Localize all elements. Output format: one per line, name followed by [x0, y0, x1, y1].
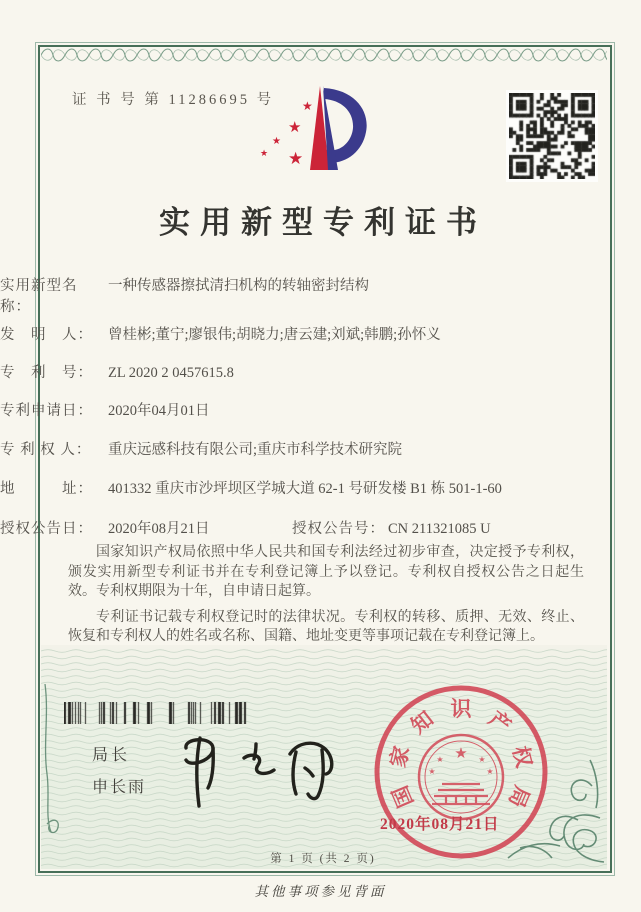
cnipa-logo-icon [258, 74, 380, 186]
field-value: 2020年04月01日 [108, 403, 210, 419]
field-value: 曾桂彬;董宁;廖银伟;胡晓力;唐云建;刘斌;韩鹏;孙怀义 [108, 327, 441, 343]
svg-text:★: ★ [288, 149, 304, 169]
field-label: 专 利 权 人： [0, 442, 92, 458]
field-row-patent-number [0, 363, 514, 384]
field-row-name [0, 276, 514, 318]
svg-text:识: 识 [450, 697, 472, 721]
legal-paragraph-1: 国家知识产权局依照中华人民共和国专利法经过初步审查，决定授予专利权，颁发实用新型专利证书并在专利登记簿上予以登记。专利权自授权公告之日起生效。专利权期限为十年，自申请日起算。 [68, 545, 584, 599]
svg-text:★: ★ [272, 136, 281, 147]
svg-text:知: 知 [406, 706, 438, 739]
svg-text:局: 局 [503, 782, 535, 811]
field-value: 重庆远感科技有限公司;重庆市科学技术研究院 [108, 442, 403, 458]
field-value: 2020年08月21日 [108, 521, 210, 537]
field-label: 授权公告日： [0, 521, 93, 537]
field-row-grant [0, 519, 514, 540]
field-label: 实用新型名称： [0, 278, 78, 315]
field-label: 地 址： [0, 481, 93, 497]
legal-paragraph-2: 专利证书记载专利权登记时的法律状况。专利权的转移、质押、无效、终止、恢复和专利权人的姓名或名称、国籍、地址变更等事项记载在专利登记簿上。 [68, 609, 584, 644]
page-indicator: 第 1 页 (共 2 页) [270, 853, 376, 865]
field-row-filing-date [0, 401, 514, 422]
field-label: 发 明 人： [0, 327, 93, 343]
signature-handwriting [172, 724, 342, 812]
signer-title: 局长 [92, 747, 131, 764]
svg-text:★: ★ [454, 744, 468, 762]
svg-text:产: 产 [484, 706, 516, 739]
svg-text:★: ★ [428, 767, 436, 776]
field-label: 专利申请日： [0, 403, 93, 419]
barcode-icon [64, 702, 248, 724]
certificate-title: 实用新型专利证书 [159, 205, 487, 240]
back-note: 其他事项参见背面 [254, 884, 387, 899]
svg-text:★: ★ [260, 149, 269, 159]
field-value: 一种传感器擦拭清扫机构的转轴密封结构 [108, 278, 369, 294]
signer-name: 申长雨 [92, 779, 147, 796]
svg-text:国: 国 [387, 782, 419, 811]
field-label: 授权公告号： [292, 521, 385, 537]
svg-text:★: ★ [486, 767, 494, 776]
qr-code-icon [506, 90, 598, 182]
legal-text [68, 543, 584, 653]
svg-text:家: 家 [385, 743, 415, 770]
field-row-inventors [0, 325, 514, 346]
field-value: 401332 重庆市沙坪坝区学城大道 62-1 号研发楼 B1 栋 501-1-60 [108, 481, 502, 497]
svg-text:★: ★ [478, 755, 486, 764]
certificate-number: 证 书 号 第 11286695 号 [72, 92, 275, 108]
field-label: 专 利 号： [0, 365, 93, 381]
seal-date: 2020年08月21日 [380, 816, 500, 833]
corner-flourish-icon [41, 684, 65, 834]
svg-text:★: ★ [436, 755, 444, 764]
field-row-patentee [0, 440, 514, 461]
svg-text:★: ★ [302, 99, 313, 113]
field-value: CN 211321085 U [388, 521, 491, 537]
corner-flourish-icon [504, 748, 608, 866]
field-value: ZL 2020 2 0457615.8 [108, 365, 234, 381]
field-row-address [0, 479, 514, 500]
svg-text:权: 权 [507, 743, 537, 770]
ornament-top-band [41, 47, 607, 63]
svg-text:★: ★ [288, 118, 302, 136]
